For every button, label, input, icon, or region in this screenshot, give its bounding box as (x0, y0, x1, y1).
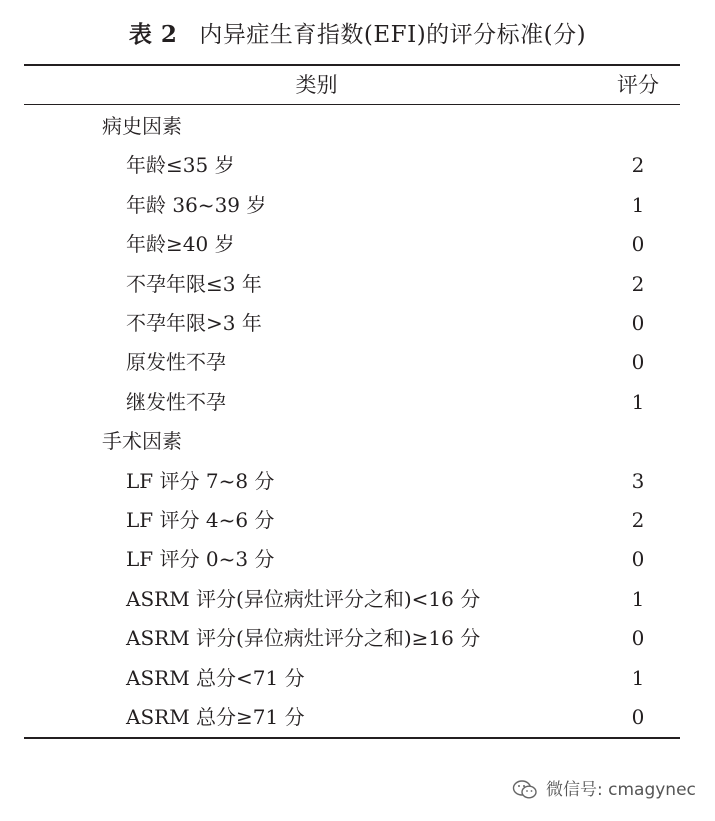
row-score: 3 (631, 468, 645, 493)
table-bottom-rule (24, 737, 680, 739)
row-score: 0 (631, 547, 645, 572)
row-label: ASRM 评分(异位病灶评分之和)≥16 分 (126, 626, 481, 651)
table-row (24, 225, 680, 264)
row-score: 2 (631, 508, 645, 532)
header-category: 类别 (295, 73, 338, 97)
row-label: 继发性不孕 (126, 389, 226, 414)
row-label: LF 评分 0~3 分 (126, 547, 275, 572)
table-title: 内异症生育指数(EFI)的评分标准(分) (199, 22, 587, 48)
table-row (24, 146, 680, 185)
row-score: 0 (631, 311, 645, 335)
row-score: 0 (631, 350, 645, 375)
row-score: 0 (631, 232, 645, 257)
table-row (24, 540, 680, 579)
table-row (24, 659, 680, 698)
table-row (24, 580, 680, 619)
row-label: 年龄≤35 岁 (126, 153, 235, 178)
table-row (24, 501, 680, 540)
table-caption (0, 16, 715, 49)
table-row (24, 698, 680, 737)
row-score: 0 (631, 626, 645, 651)
row-label: ASRM 评分(异位病灶评分之和)<16 分 (126, 586, 481, 611)
table-group-row (24, 107, 680, 146)
group-label: 病史因素 (102, 114, 182, 138)
row-label: ASRM 总分≥71 分 (126, 705, 305, 729)
header-score: 评分 (617, 73, 659, 97)
row-label: 不孕年限>3 年 (126, 311, 262, 335)
row-label: 年龄≥40 岁 (126, 232, 235, 257)
row-score: 0 (631, 705, 645, 729)
table-row (24, 462, 680, 501)
row-label: 不孕年限≤3 年 (126, 271, 262, 296)
row-label: 原发性不孕 (126, 350, 226, 375)
row-score: 2 (631, 153, 645, 178)
table-row (24, 619, 680, 658)
table-row (24, 343, 680, 382)
table-row (24, 186, 680, 225)
table-top-rule (24, 64, 680, 66)
row-label: ASRM 总分<71 分 (126, 665, 305, 690)
table-row (24, 383, 680, 422)
table-label: 表 2 (128, 21, 178, 48)
table-header-rule (24, 104, 680, 105)
row-label: LF 评分 7~8 分 (126, 468, 275, 493)
watermark-text: 微信号: cmagynec (546, 780, 696, 800)
row-score: 1 (631, 586, 645, 611)
table-row (24, 265, 680, 304)
wechat-watermark (512, 776, 696, 804)
row-score: 2 (631, 271, 645, 296)
table-row (24, 304, 680, 343)
row-score: 1 (631, 192, 645, 217)
wechat-icon (512, 779, 538, 801)
row-label: 年龄 36~39 岁 (126, 192, 267, 217)
table-group-row (24, 422, 680, 461)
row-score: 1 (631, 665, 645, 690)
row-score: 1 (631, 389, 645, 414)
group-label: 手术因素 (102, 429, 182, 454)
row-label: LF 评分 4~6 分 (126, 508, 275, 532)
